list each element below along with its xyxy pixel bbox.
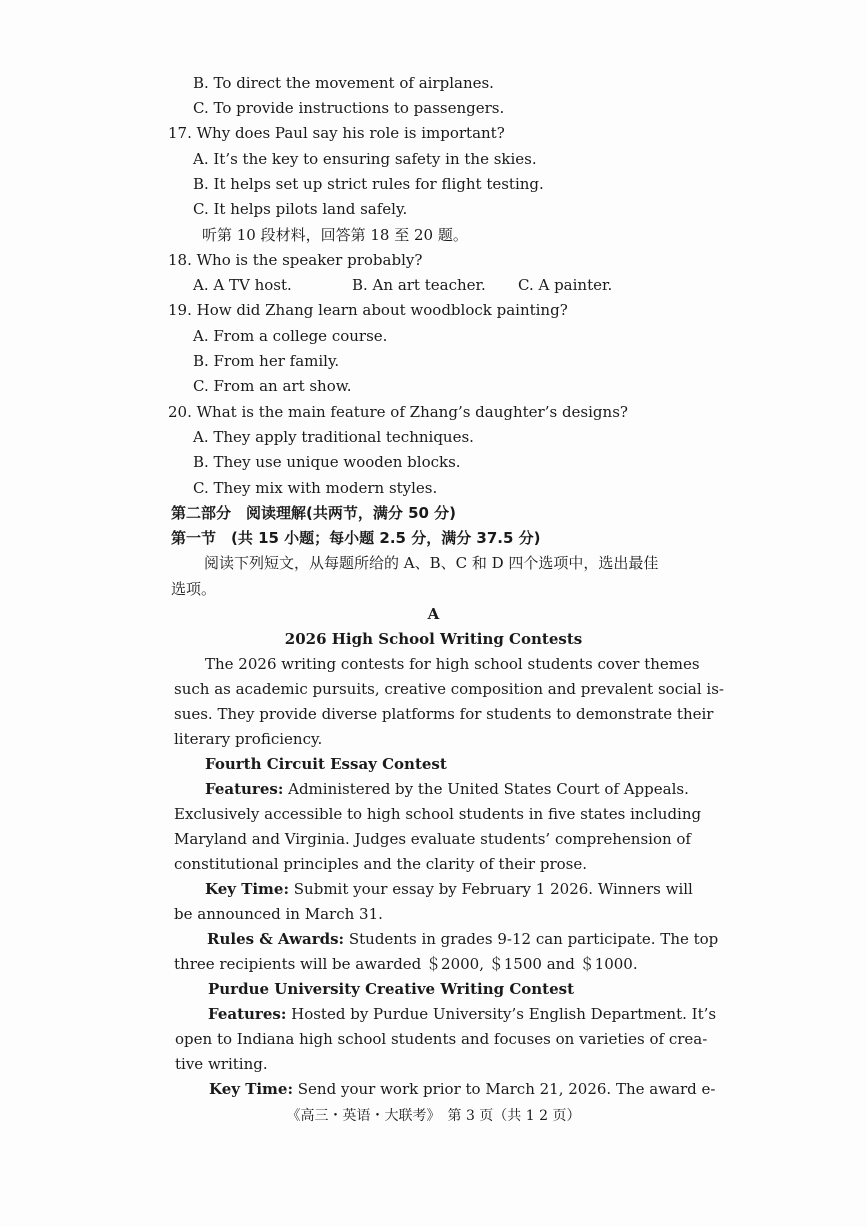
part-two-heading: 第二部分 阅读理解(共两节，满分 50 分) bbox=[171, 504, 457, 522]
c1-key-line-1 bbox=[205, 879, 693, 899]
c2-key-line-1 bbox=[209, 1079, 716, 1099]
c1-features-text-2: Exclusively accessible to high school students in five states including bbox=[174, 805, 702, 823]
c2-features-text-1: Hosted by Purdue University’s English Department. It’s bbox=[286, 1005, 717, 1023]
c1-features-line-2 bbox=[174, 804, 702, 824]
intro-line-3-text: sues. They provide diverse platforms for students to demonstrate their bbox=[174, 705, 714, 723]
c1-features-label: Features: bbox=[205, 780, 284, 798]
c2-features-line-2: open to Indiana high school students and focuses on varieties of crea- bbox=[175, 1030, 708, 1048]
q17-option-c: C. It helps pilots land safely. bbox=[193, 200, 408, 218]
c1-features-text-3: Maryland and Virginia. Judges evaluate students’ comprehension of bbox=[174, 830, 691, 848]
q20-option-b: B. They use unique wooden blocks. bbox=[193, 453, 461, 471]
c1-key-line-2: be announced in March 31. bbox=[174, 905, 383, 923]
question-20: 20. What is the main feature of Zhang’s daughter’s designs? bbox=[168, 403, 628, 421]
intro-line-2-text: such as academic pursuits, creative composition and prevalent social is- bbox=[174, 680, 724, 698]
q20-option-a: A. They apply traditional techniques. bbox=[193, 428, 474, 446]
question-19: 19. How did Zhang learn about woodblock painting? bbox=[168, 301, 568, 319]
intro-line-1 bbox=[205, 654, 700, 674]
q20-option-c: C. They mix with modern styles. bbox=[193, 479, 438, 497]
c1-key-text-1: Submit your essay by February 1 2026. Winners will bbox=[289, 880, 693, 898]
reading-instruction-line2: 选项。 bbox=[171, 580, 217, 598]
c2-features-line-1 bbox=[208, 1004, 716, 1024]
c2-key-text-1: Send your work prior to March 21, 2026. The award e- bbox=[293, 1080, 716, 1098]
q18-option-a: A. A TV host. bbox=[193, 276, 292, 294]
c1-features-line-4: constitutional principles and the clarity of their prose. bbox=[174, 855, 587, 873]
q18-option-c: C. A painter. bbox=[518, 276, 613, 294]
listening-note: 听第 10 段材料，回答第 18 至 20 题。 bbox=[202, 226, 468, 244]
question-18: 18. Who is the speaker probably? bbox=[168, 251, 423, 269]
reading-instruction-line1: 阅读下列短文，从每题所给的 A、B、C 和 D 四个选项中，选出最佳 bbox=[204, 554, 659, 572]
q17-option-a: A. It’s the key to ensuring safety in the skies. bbox=[193, 150, 537, 168]
section-one-heading: 第一节 (共 15 小题；每小题 2.5 分，满分 37.5 分) bbox=[171, 529, 541, 547]
c1-rules-line-2: three recipients will be awarded ＄2000, ＄1500 and ＄1000. bbox=[174, 955, 638, 973]
c2-key-label: Key Time: bbox=[209, 1080, 294, 1098]
c1-features-text-1: Administered by the United States Court of Appeals. bbox=[283, 780, 689, 798]
q19-option-c: C. From an art show. bbox=[193, 377, 352, 395]
c1-rules-line-1 bbox=[207, 929, 718, 949]
c1-key-label: Key Time: bbox=[205, 880, 290, 898]
contest-1-title: Fourth Circuit Essay Contest bbox=[205, 755, 447, 773]
c1-rules-label: Rules & Awards: bbox=[207, 930, 345, 948]
passage-letter: A bbox=[427, 605, 440, 623]
q19-option-a: A. From a college course. bbox=[193, 327, 388, 345]
question-17: 17. Why does Paul say his role is important? bbox=[168, 124, 505, 142]
contest-2-title: Purdue University Creative Writing Contest bbox=[208, 980, 575, 998]
c1-features-line-3 bbox=[174, 829, 691, 849]
q19-option-b: B. From her family. bbox=[193, 352, 340, 370]
c2-features-label: Features: bbox=[208, 1005, 287, 1023]
c1-features-line-1 bbox=[205, 779, 689, 799]
q16-option-c: C. To provide instructions to passengers. bbox=[193, 99, 505, 117]
c2-features-line-3: tive writing. bbox=[175, 1055, 268, 1073]
passage-title: 2026 High School Writing Contests bbox=[284, 630, 583, 648]
q17-option-b: B. It helps set up strict rules for flight testing. bbox=[193, 175, 544, 193]
intro-line-2 bbox=[174, 679, 724, 699]
intro-line-3 bbox=[174, 704, 714, 724]
page-footer: 《高三・英语・大联考》 第 3 页（共 1 2 页） bbox=[286, 1108, 581, 1124]
q16-option-b: B. To direct the movement of airplanes. bbox=[193, 74, 494, 92]
q18-option-b: B. An art teacher. bbox=[352, 276, 486, 294]
intro-line-1-text: The 2026 writing contests for high school students cover themes bbox=[205, 655, 700, 673]
intro-line-4: literary proficiency. bbox=[174, 730, 323, 748]
c1-rules-text-1: Students in grades 9-12 can participate. The top bbox=[344, 930, 719, 948]
